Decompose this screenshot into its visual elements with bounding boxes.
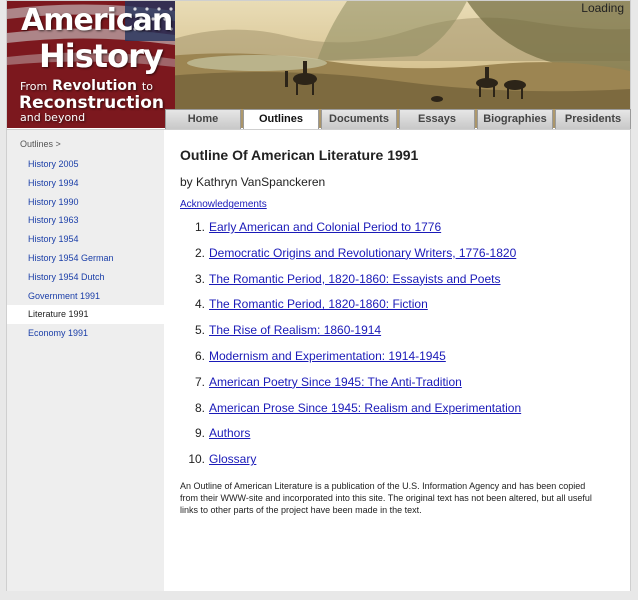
toc-number: 1. [194, 220, 205, 234]
tab-documents[interactable]: Documents [321, 109, 397, 129]
toc-link[interactable]: Modernism and Experimentation: 1914-1945 [209, 348, 446, 363]
toc-number: 5. [194, 323, 205, 338]
toc-number: 9. [194, 426, 205, 441]
toc-item [180, 375, 521, 401]
toc-link[interactable]: Glossary [209, 452, 257, 467]
toc-link[interactable]: Democratic Origins and Revolutionary Writers, 1776-1820 [209, 245, 517, 260]
toc-number: 8. [194, 400, 205, 415]
loading-indicator: Loading [581, 1, 624, 15]
tab-biographies[interactable]: Biographies [477, 109, 553, 129]
tab-essays[interactable]: Essays [399, 109, 475, 129]
toc-item [180, 220, 521, 246]
toc-number: 7. [194, 374, 205, 389]
sidebar [7, 129, 164, 591]
toc-number: 3. [194, 271, 205, 286]
toc-link[interactable]: The Rise of Realism: 1860-1914 [209, 323, 382, 338]
page-frame [6, 0, 631, 591]
banner-to: to [141, 80, 153, 93]
page-title: Outline Of American Literature 1991 [180, 147, 419, 163]
toc-item [180, 297, 521, 323]
toc-link[interactable]: American Poetry Since 1945: The Anti-Tradition [209, 374, 462, 389]
banner-subtitle-line1 [20, 78, 153, 94]
sidebar-item-history-1954-german[interactable]: History 1954 German [28, 252, 114, 263]
tab-presidents[interactable]: Presidents [555, 109, 631, 129]
sidebar-item-literature-1991[interactable]: Literature 1991 [7, 305, 164, 324]
toc-link[interactable]: American Prose Since 1945: Realism and Experimentation [209, 400, 522, 415]
tab-home[interactable]: Home [165, 109, 241, 129]
author-byline: by Kathryn VanSpanckeren [180, 175, 326, 189]
toc-item [180, 426, 521, 452]
sidebar-item-economy-1991[interactable]: Economy 1991 [28, 328, 89, 339]
sidebar-item-government-1991[interactable]: Government 1991 [28, 290, 101, 301]
banner-subtitle-line2: Reconstruction [19, 93, 165, 113]
banner-title-line1: American [21, 3, 173, 38]
toc-item [180, 401, 521, 427]
banner-subtitle-line3: and beyond [20, 111, 86, 124]
table-of-contents [180, 220, 521, 478]
landscape-painting [167, 1, 630, 109]
toc-link[interactable]: The Romantic Period, 1820-1860: Essayists and Poets [209, 271, 501, 286]
toc-item [180, 323, 521, 349]
acknowledgements-link[interactable]: Acknowledgements [180, 199, 267, 210]
toc-item [180, 246, 521, 272]
tab-outlines[interactable]: Outlines [243, 109, 319, 129]
publication-note: An Outline of American Literature is a publication of the U.S. Information Agency and has been copied from their WWW-site and incorporated into this site. The original text has not been altered, but all useful links to other parts of the project have been made in the text. [180, 481, 592, 515]
toc-link[interactable]: Authors [209, 426, 251, 441]
main-content [164, 129, 630, 591]
toc-item [180, 349, 521, 375]
sidebar-item-history-2005[interactable]: History 2005 [28, 159, 79, 169]
banner-revolution: Revolution [52, 78, 138, 94]
toc-item [180, 452, 521, 478]
toc-number: 6. [194, 348, 205, 363]
toc-item [180, 272, 521, 298]
banner-from: From [20, 80, 48, 93]
toc-link[interactable]: The Romantic Period, 1820-1860: Fiction [209, 297, 428, 312]
toc-number: 10. [188, 452, 205, 467]
sidebar-item-history-1954-dutch[interactable]: History 1954 Dutch [28, 271, 105, 282]
sidebar-item-history-1994[interactable]: History 1994 [28, 177, 79, 188]
flag-graphic [7, 1, 175, 128]
banner-title-line2: History [39, 37, 163, 75]
toc-link[interactable]: Early American and Colonial Period to 1776 [209, 220, 442, 234]
breadcrumb: Outlines > [20, 139, 61, 149]
sidebar-list [7, 155, 164, 343]
toc-number: 4. [194, 297, 205, 312]
sidebar-item-history-1963[interactable]: History 1963 [28, 215, 79, 226]
toc-number: 2. [194, 245, 205, 260]
sidebar-item-history-1954[interactable]: History 1954 [28, 234, 79, 245]
sidebar-item-history-1990[interactable]: History 1990 [28, 196, 79, 207]
main-nav-tabs [165, 109, 631, 129]
